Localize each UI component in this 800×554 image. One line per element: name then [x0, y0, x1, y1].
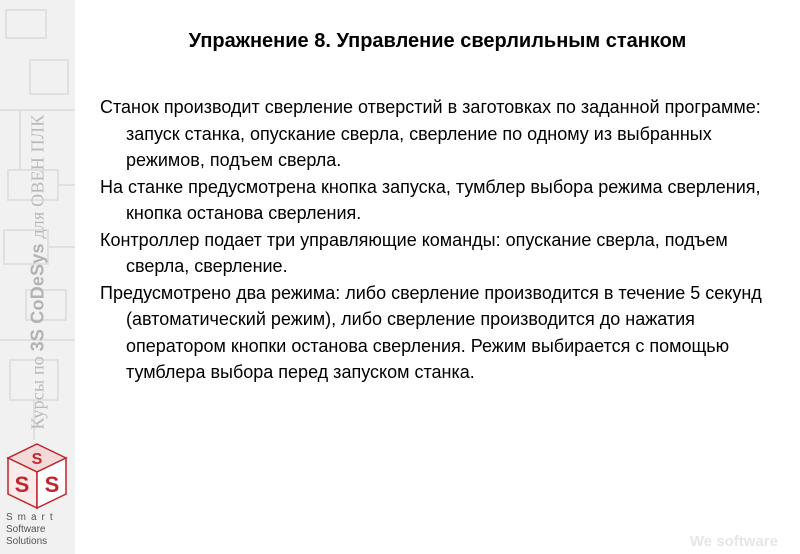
- paragraph-2: На станке предусмотрена кнопка запуска, тумблер выбора режима сверления, кнопка останова сверления.: [100, 176, 761, 223]
- logo-text: [6, 512, 75, 548]
- logo-line-3: Solutions: [6, 536, 48, 547]
- left-decorative-strip: [0, 0, 75, 554]
- logo-line-2: Software: [6, 524, 46, 535]
- slide-body: [100, 94, 770, 386]
- svg-text:S: S: [31, 451, 43, 468]
- course-caption-prefix: Курсы по: [27, 351, 48, 430]
- course-caption-suffix: для ОВЕН ПЛК: [27, 114, 48, 244]
- course-caption-brand: 3S CoDeSys: [27, 243, 48, 352]
- paragraph-3: Контроллер подает три управляющие команды: опускание сверла, подъем сверла, сверление.: [100, 229, 728, 276]
- slide-title: Упражнение 8. Управление сверлильным станком: [188, 30, 687, 52]
- paragraph-1: Станок производит сверление отверстий в заготовках по заданной программе: запуск станка, опускание сверла, сверление по одному из выбранных режимов, подъем сверла.: [100, 97, 761, 170]
- course-caption: [28, 115, 49, 430]
- paragraph-4: Предусмотрено два режима: либо сверление производится в течение 5 секунд (автоматический режим), либо сверление производится до нажатия оператором кнопки останова сверления. Режим выбирается с помощью тумблера выбора перед запуском станка.: [100, 282, 762, 382]
- svg-text:S: S: [14, 472, 30, 497]
- svg-text:S: S: [44, 472, 60, 497]
- logo-line-1: Smart: [6, 512, 58, 523]
- footer-tagline: We software: [689, 533, 778, 550]
- sss-cube-logo-icon: [4, 440, 70, 512]
